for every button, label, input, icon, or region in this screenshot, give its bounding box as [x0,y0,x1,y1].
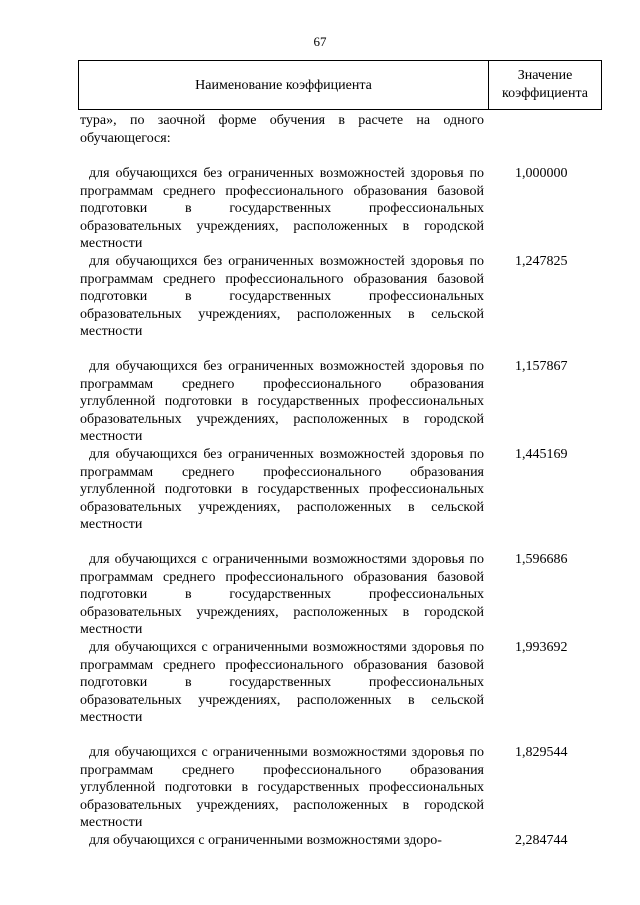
row-value: 1,993692 [515,640,568,655]
row-value: 1,596686 [515,552,568,567]
coefficient-value-header-line2: коэффициента [502,86,588,101]
coefficient-value-header-line1: Значение [517,68,573,83]
row-value: 1,445169 [515,447,568,462]
row-text: для обучающихся без ограниченных возможностей здоровья по программам среднего профессионального образования базовой подготовки в государственных профессиональных образовательных учреждениях, расположенных в городской местности [80,166,484,251]
row-text: для обучающихся с ограниченными возможностями здоровья по программам среднего профессионального образования базовой подготовки в государственных профессиональных образовательных учреждениях, расположенных в сельской местности [80,640,484,725]
row-value: 1,000000 [515,166,568,181]
table-header [78,60,602,110]
row-value: 2,284744 [515,833,568,848]
row-text: для обучающихся с ограниченными возможностями здоровья по программам среднего профессионального образования базовой подготовки в государственных профессиональных образовательных учреждениях, расположенных в городской местности [80,552,484,637]
row-text: для обучающихся без ограниченных возможностей здоровья по программам среднего профессионального образования углубленной подготовки в государственных профессиональных образовательных учреждениях, расположенных в сельской местности [80,447,484,532]
intro-text: тура», по заочной форме обучения в расчете на одного обучающегося: [80,113,484,146]
row-text: для обучающихся без ограниченных возможностей здоровья по программам среднего профессионального образования базовой подготовки в государственных профессиональных образовательных учреждениях, расположенных в сельской местности [80,254,484,339]
page-number: 67 [313,34,327,49]
coefficient-name-header: Наименование коэффициента [79,61,489,109]
row-value: 1,829544 [515,745,568,760]
row-value: 1,157867 [515,359,568,374]
coefficient-value-header [489,61,601,109]
row-text: для обучающихся без ограниченных возможностей здоровья по программам среднего профессионального образования углубленной подготовки в государственных профессиональных образовательных учреждениях, расположенных в городской местности [80,359,484,444]
row-text: для обучающихся с ограниченными возможностями здоровья по программам среднего профессионального образования углубленной подготовки в государственных профессиональных образовательных учреждениях, расположенных в городской местности [80,745,484,830]
row-text: для обучающихся с ограниченными возможностями здоро- [89,833,442,848]
row-value: 1,247825 [515,254,568,269]
